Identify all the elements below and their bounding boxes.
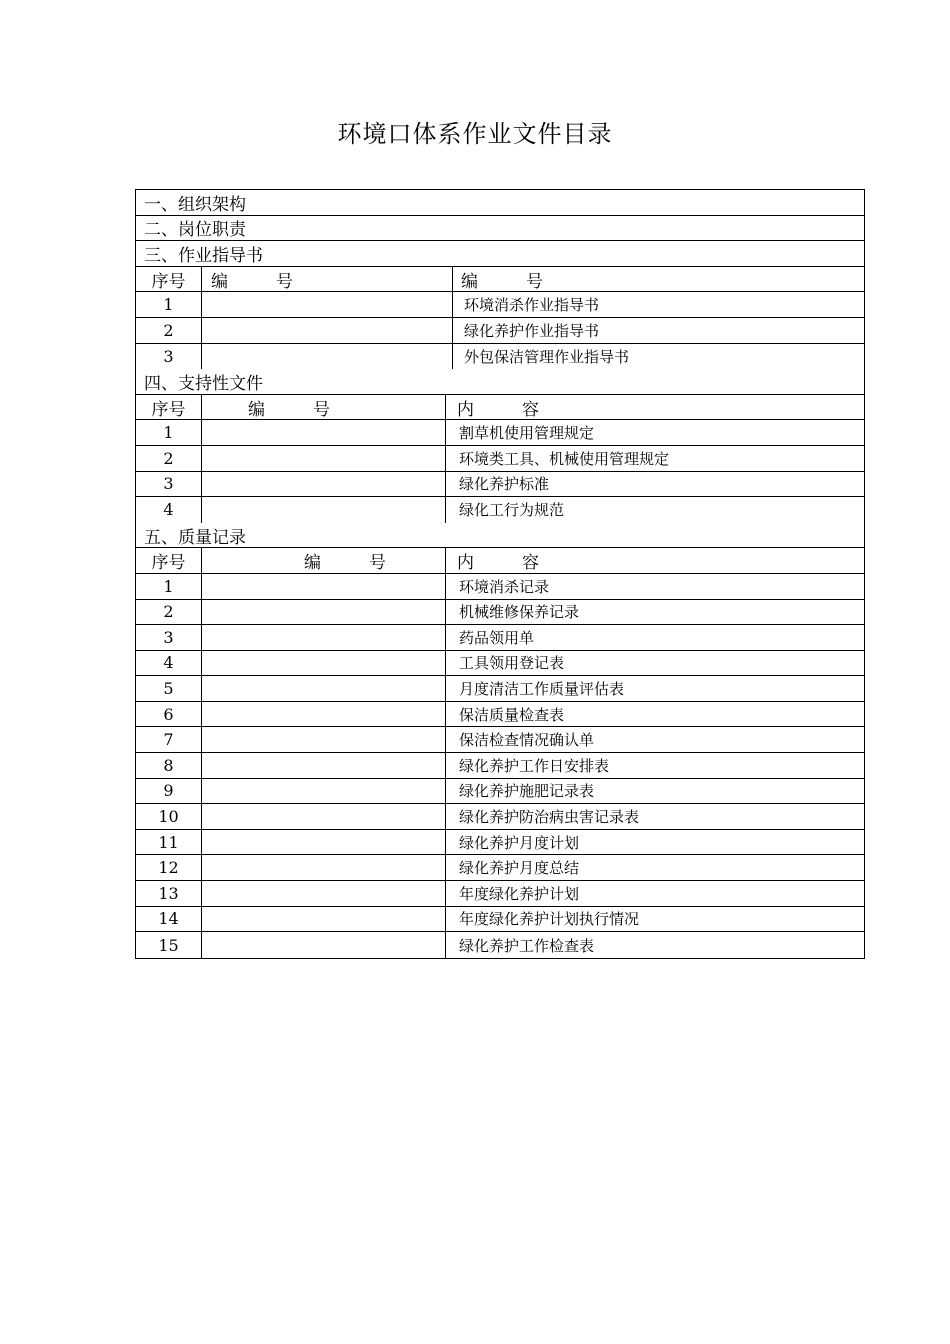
table-row xyxy=(136,420,864,446)
table-row xyxy=(136,855,864,881)
row-code xyxy=(202,292,453,317)
section-row-organization xyxy=(136,190,864,216)
header-code-char-1: 编 xyxy=(304,553,321,573)
table-header-row xyxy=(136,548,864,574)
row-serial: 2 xyxy=(136,600,202,625)
section-supporting-documents xyxy=(136,369,864,523)
row-content: 绿化养护工作日安排表 xyxy=(459,756,610,775)
section-row-quality-records xyxy=(136,523,864,549)
header-serial: 序号 xyxy=(136,395,202,420)
row-content: 工具领用登记表 xyxy=(459,654,565,673)
header-content xyxy=(446,548,864,573)
header-code-char-1: 编 xyxy=(248,399,265,420)
header-code-char-2: 号 xyxy=(313,399,330,420)
row-content: 环境消杀记录 xyxy=(459,577,550,596)
page-title: 环境口体系作业文件目录 xyxy=(337,120,613,148)
row-serial: 3 xyxy=(136,625,202,650)
section-row-responsibilities xyxy=(136,216,864,242)
row-code xyxy=(202,830,446,855)
row-code xyxy=(202,907,446,932)
row-content: 绿化养护标准 xyxy=(459,475,550,494)
row-code xyxy=(202,472,446,497)
row-code xyxy=(202,676,446,701)
section-label: 四、支持性文件 xyxy=(144,373,263,394)
header-serial: 序号 xyxy=(136,267,202,292)
table-row xyxy=(136,292,864,318)
row-content: 绿化工行为规范 xyxy=(459,501,565,520)
row-serial: 14 xyxy=(136,907,202,932)
table-row xyxy=(136,727,864,753)
document-index-table xyxy=(135,189,865,959)
row-serial: 3 xyxy=(136,472,202,497)
table-row xyxy=(136,318,864,344)
section-label: 一、组织架构 xyxy=(144,194,246,215)
table-row xyxy=(136,779,864,805)
table-row xyxy=(136,753,864,779)
header-code xyxy=(202,548,446,573)
row-serial: 6 xyxy=(136,702,202,727)
row-code xyxy=(202,651,446,676)
row-content: 年度绿化养护计划 xyxy=(459,884,580,903)
section-quality-records xyxy=(136,523,864,958)
header-code-char-1: 编 xyxy=(211,271,228,292)
table-row xyxy=(136,702,864,728)
row-serial: 4 xyxy=(136,651,202,676)
row-content: 月度清洁工作质量评估表 xyxy=(459,680,625,699)
table-row xyxy=(136,651,864,677)
row-serial: 4 xyxy=(136,497,202,523)
table-row xyxy=(136,804,864,830)
row-serial: 15 xyxy=(136,932,202,958)
table-row xyxy=(136,932,864,958)
row-code xyxy=(202,574,446,599)
row-serial: 8 xyxy=(136,753,202,778)
row-content: 绿化养护月度计划 xyxy=(459,833,580,852)
row-code xyxy=(202,804,446,829)
row-content: 绿化养护作业指导书 xyxy=(464,321,600,340)
row-content: 保洁质量检查表 xyxy=(459,705,565,724)
section-work-instructions xyxy=(136,241,864,369)
header-content-char-1: 内 xyxy=(457,399,474,420)
table-row xyxy=(136,830,864,856)
row-serial: 10 xyxy=(136,804,202,829)
row-content: 绿化养护月度总结 xyxy=(459,859,580,878)
section-label: 三、作业指导书 xyxy=(144,245,263,266)
row-code xyxy=(202,318,453,343)
row-content: 环境消杀作业指导书 xyxy=(464,296,600,315)
table-row xyxy=(136,446,864,472)
row-code xyxy=(202,727,446,752)
row-serial: 1 xyxy=(136,420,202,445)
header-content-char-1: 内 xyxy=(457,553,474,573)
header-code xyxy=(202,395,446,420)
row-serial: 3 xyxy=(136,344,202,370)
header-content xyxy=(446,395,864,420)
row-serial: 7 xyxy=(136,727,202,752)
row-content: 外包保洁管理作业指导书 xyxy=(464,347,630,366)
row-serial: 1 xyxy=(136,574,202,599)
row-serial: 13 xyxy=(136,881,202,906)
row-content: 环境类工具、机械使用管理规定 xyxy=(459,449,670,468)
header-content-char-2: 号 xyxy=(526,271,543,292)
row-serial: 9 xyxy=(136,779,202,804)
row-code xyxy=(202,932,446,958)
section-label: 二、岗位职责 xyxy=(144,220,246,241)
table-row xyxy=(136,907,864,933)
row-code xyxy=(202,446,446,471)
row-content: 药品领用单 xyxy=(459,628,535,647)
row-code xyxy=(202,420,446,445)
row-code xyxy=(202,600,446,625)
table-header-row xyxy=(136,395,864,421)
header-code xyxy=(202,267,453,292)
row-content: 保洁检查情况确认单 xyxy=(459,731,595,750)
section-row-supporting-documents xyxy=(136,369,864,395)
table-row xyxy=(136,497,864,523)
row-serial: 5 xyxy=(136,676,202,701)
row-code xyxy=(202,702,446,727)
row-serial: 11 xyxy=(136,830,202,855)
header-code-char-2: 号 xyxy=(276,271,293,292)
table-row xyxy=(136,574,864,600)
row-content: 割草机使用管理规定 xyxy=(459,424,595,443)
table-row xyxy=(136,344,864,370)
row-content: 年度绿化养护计划执行情况 xyxy=(459,910,640,929)
row-code xyxy=(202,344,453,370)
header-content-char-2: 容 xyxy=(522,399,539,420)
row-code xyxy=(202,497,446,523)
table-row xyxy=(136,600,864,626)
row-code xyxy=(202,625,446,650)
header-content-char-2: 容 xyxy=(522,553,539,573)
row-serial: 2 xyxy=(136,318,202,343)
row-content: 绿化养护防治病虫害记录表 xyxy=(459,808,640,827)
header-serial: 序号 xyxy=(136,548,202,573)
row-code xyxy=(202,855,446,880)
header-code-char-2: 号 xyxy=(369,553,386,573)
table-row xyxy=(136,625,864,651)
row-serial: 2 xyxy=(136,446,202,471)
row-serial: 1 xyxy=(136,292,202,317)
row-content: 机械维修保养记录 xyxy=(459,603,580,622)
header-content-char-1: 编 xyxy=(461,271,478,292)
row-code xyxy=(202,753,446,778)
row-content: 绿化养护工作检查表 xyxy=(459,936,595,955)
row-content: 绿化养护施肥记录表 xyxy=(459,782,595,801)
row-code xyxy=(202,881,446,906)
table-row xyxy=(136,676,864,702)
row-serial: 12 xyxy=(136,855,202,880)
table-row xyxy=(136,472,864,498)
header-content xyxy=(453,267,864,292)
table-header-row xyxy=(136,267,864,293)
row-code xyxy=(202,779,446,804)
section-row-work-instructions xyxy=(136,241,864,267)
table-row xyxy=(136,881,864,907)
section-label: 五、质量记录 xyxy=(144,527,246,548)
